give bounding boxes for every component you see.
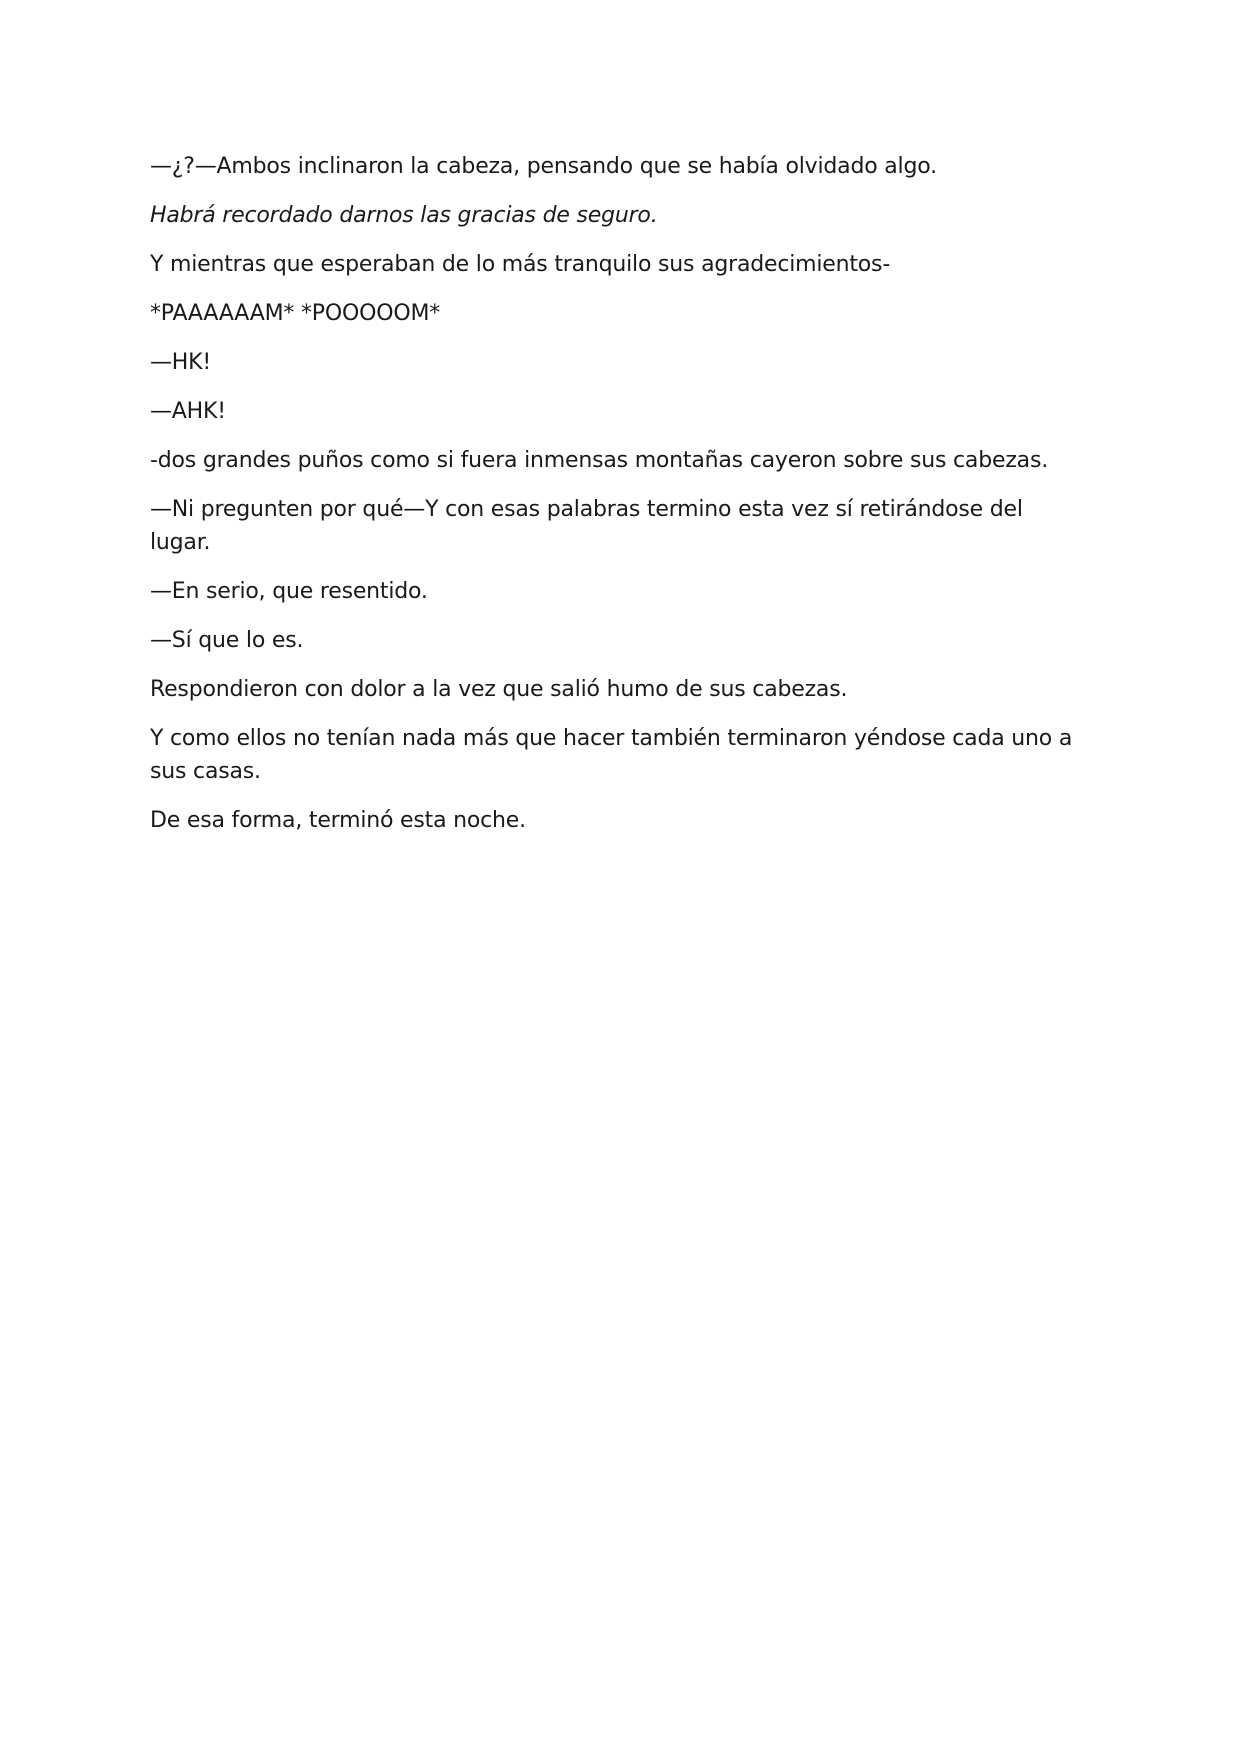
- paragraph-dialogue: —HK!: [150, 350, 211, 375]
- document-body: [150, 150, 1080, 853]
- paragraph-dialogue: —AHK!: [150, 399, 226, 424]
- paragraph-dialogue: —Sí que lo es.: [150, 628, 304, 653]
- paragraph: Respondieron con dolor a la vez que salió humo de sus cabezas.: [150, 677, 848, 702]
- paragraph: Y mientras que esperaban de lo más tranquilo sus agradecimientos-: [150, 252, 891, 277]
- paragraph: —¿?—Ambos inclinaron la cabeza, pensando que se había olvidado algo.: [150, 154, 937, 179]
- paragraph-dialogue: —En serio, que resentido.: [150, 579, 428, 604]
- paragraph: De esa forma, terminó esta noche.: [150, 808, 526, 833]
- paragraph: Y como ellos no tenían nada más que hacer también terminaron yéndose cada uno a sus casas.: [150, 726, 1073, 784]
- paragraph-dialogue: —Ni pregunten por qué—Y con esas palabras termino esta vez sí retirándose del lugar.: [150, 497, 1023, 555]
- paragraph-italic: Habrá recordado darnos las gracias de seguro.: [150, 203, 658, 228]
- paragraph: -dos grandes puños como si fuera inmensas montañas cayeron sobre sus cabezas.: [150, 448, 1048, 473]
- paragraph-sound-effect: *PAAAAAAM* *POOOOOM*: [150, 301, 441, 326]
